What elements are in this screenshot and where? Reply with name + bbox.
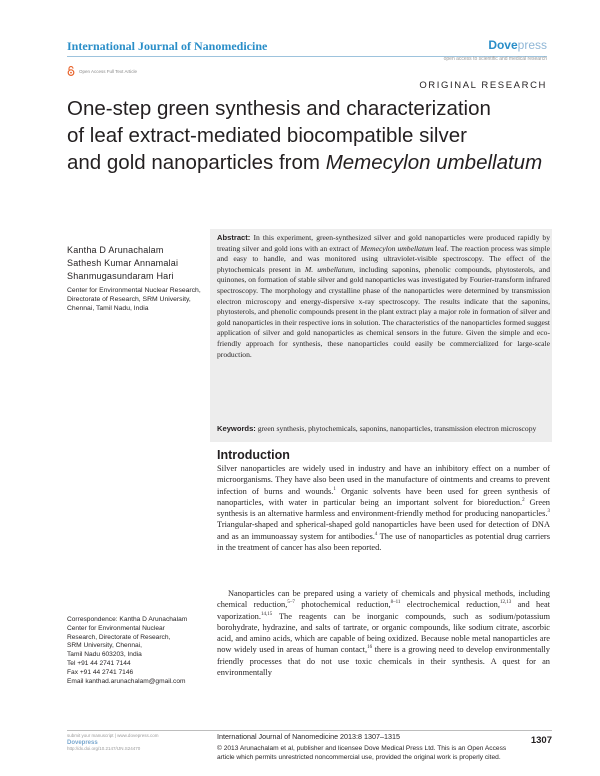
abstract-text: leaf. The reaction process was simple and easy to handle, and was monitored using ultraviolet-visible spectroscopy. The effect of the phytochemicals present in [217, 243, 550, 274]
open-access-text: Open Access Full Text Article [79, 68, 137, 74]
footer-publisher-bold: Dove [67, 739, 82, 746]
title-line-1: One-step green synthesis and characterization [67, 97, 491, 120]
correspondence-line: Center for Environmental Nuclear [67, 624, 165, 632]
author-name: Sathesh Kumar Annamalai [67, 258, 179, 268]
title-line-3 [67, 149, 557, 176]
publisher-logo-light: press [517, 38, 547, 52]
correspondence-line: Research, Directorate of Research, [67, 633, 171, 641]
citation-ref[interactable]: 1 [333, 486, 336, 492]
article-type: ORIGINAL RESEARCH [419, 80, 547, 91]
citation-ref[interactable]: 2 [522, 498, 525, 504]
abstract-species: Memecylon umbellatum [360, 243, 434, 253]
citation-ref[interactable]: 5–7 [287, 600, 295, 606]
page-number: 1307 [530, 735, 552, 746]
abstract-label: Abstract: [217, 233, 251, 242]
abstract-text: , including saponins, phenolic compounds, phytosterols, and quinones, on formation of stable silver and gold nanoparticles was investigated by Fourier-transform infrared spectroscopy. The morphology and crystalline phase of the nanoparticles were determined by transmission electron microscopy and energy-dispersive x-ray spectroscopy. The results indicate that the saponins, phytosterols, and phenolic compounds present in the plant extract play a major role in formation of silver and gold nanoparticles in their respective ions in solution. The characteristics of the nanoparticles formed suggest application of silver and gold nanoparticles as chemical sensors in the future. Given the simple and eco-friendly approach for synthesis, these nanoparticles could easily be commercialized for large-scale production. [217, 264, 550, 359]
correspondence [67, 616, 207, 686]
footer-left [67, 733, 207, 753]
publisher-logo-bold: Dove [488, 38, 518, 52]
footer-rule [67, 730, 552, 731]
abstract-species: M. umbellatum [304, 264, 354, 274]
citation-ref[interactable]: 4 [374, 531, 378, 537]
intro-paragraph-1: Silver nanoparticles are widely used in industry and have an inhibitory effect on a number of microorganisms. They have also been used in the manufacture of ointments and creams to prevent infection of burns and wounds.$^1$ Organic solvents have been used for green synthesis of nanoparticles, with water in particular being an important solvent for bioreduction.$^2$ Green synthesis is an alternative harmless and environment-friendly method for producing nanoparticles.$^3$ Triangular-shaped and spherical-shaped gold nanoparticles have been used for detection of DNA and as an immunoassay system for antibodies.$^4$ The use of nanoparticles as potential drug carriers in the treatment of cancer has also been reported. [217, 464, 550, 553]
correspondence-email[interactable]: Email kanthad.arunachalam@gmail.com [67, 677, 186, 685]
keywords [217, 424, 550, 435]
author-list [67, 244, 178, 283]
correspondence-line: SRM University, Chennai, [67, 642, 142, 650]
footer-publisher-light: press [81, 739, 98, 746]
citation-ref[interactable]: 16 [367, 645, 373, 651]
footer-license [217, 745, 552, 762]
publisher-logo [488, 38, 547, 52]
citation-ref[interactable]: 3 [547, 509, 550, 515]
affiliation: Center for Environmental Nuclear Research, Directorate of Research, SRM University, Chennai, Tamil Nadu, India [67, 287, 201, 312]
author-name: Kantha D Arunachalam [67, 245, 164, 255]
correspondence-line: Tel +91 44 2741 7144 [67, 659, 131, 667]
author-name: Shanmugasundaram Hari [67, 271, 174, 281]
citation-ref[interactable]: 12,13 [499, 600, 512, 606]
abstract-text: In this experiment, green-synthesized silver and gold nanoparticles were produced rapidly by treating silver and gold ions with an extract of [217, 233, 550, 253]
citation-ref[interactable]: 14,15 [260, 611, 273, 617]
journal-name: International Journal of Nanomedicine [67, 39, 268, 53]
footer-citation: International Journal of Nanomedicine 2013:8 1307–1315 [217, 732, 401, 741]
title-line-3-prefix: and gold nanoparticles from [67, 151, 326, 174]
citation-ref[interactable]: 8–11 [390, 600, 401, 606]
open-access-lock-icon [67, 66, 75, 76]
correspondence-line: Tamil Nadu 603203, India [67, 651, 142, 659]
keywords-text: green synthesis, phytochemicals, saponins, nanoparticles, transmission electron microscopy [255, 424, 537, 433]
submit-manuscript-link[interactable]: submit your manuscript | www.dovepress.com [67, 733, 159, 738]
title-species-name: Memecylon umbellatum [325, 151, 543, 174]
open-access-badge [67, 66, 137, 76]
intro-paragraph-2: Nanoparticles can be prepared using a variety of chemicals and physical methods, including chemical reduction,$^{5-7}$ photochemical reduction,$^{8-11}$ electrochemical reduction,$^{12,13}$ and heat vaporization.$^{14,15}$ The reagents can be inorganic compounds, such as sodium/potassium borohydrate, hydrazine, and salts of tartrate, or organic compounds, like sodium citrate, ascorbic acid, and amino acids, which are capable of being oxidized. Because noble metal nanoparticles are now widely used in areas of human contact,$^{16}$ there is a growing need to develop environmentally friendly processes that do not use toxic chemicals in their synthesis. A quest for an environmentally [217, 589, 550, 678]
license-line: article which permits unrestricted noncommercial use, provided the original work is properly cited. [217, 753, 501, 761]
correspondence-line: Correspondence: Kantha D Arunachalam [67, 616, 188, 623]
correspondence-line: Fax +91 44 2741 7146 [67, 668, 134, 676]
article-title [67, 95, 557, 176]
section-heading-introduction: Introduction [217, 448, 290, 462]
keywords-label: Keywords: [217, 424, 256, 433]
abstract [217, 233, 550, 360]
doi-link[interactable]: http://dx.doi.org/10.2147/IJN.S24470 [67, 746, 141, 751]
publisher-tagline: open access to scientific and medical research [443, 56, 547, 62]
license-line: © 2013 Arunachalam et al, publisher and licensee Dove Medical Press Ltd. This is an Open Access [217, 745, 507, 752]
title-line-2: of leaf extract-mediated biocompatible silver [67, 124, 467, 147]
